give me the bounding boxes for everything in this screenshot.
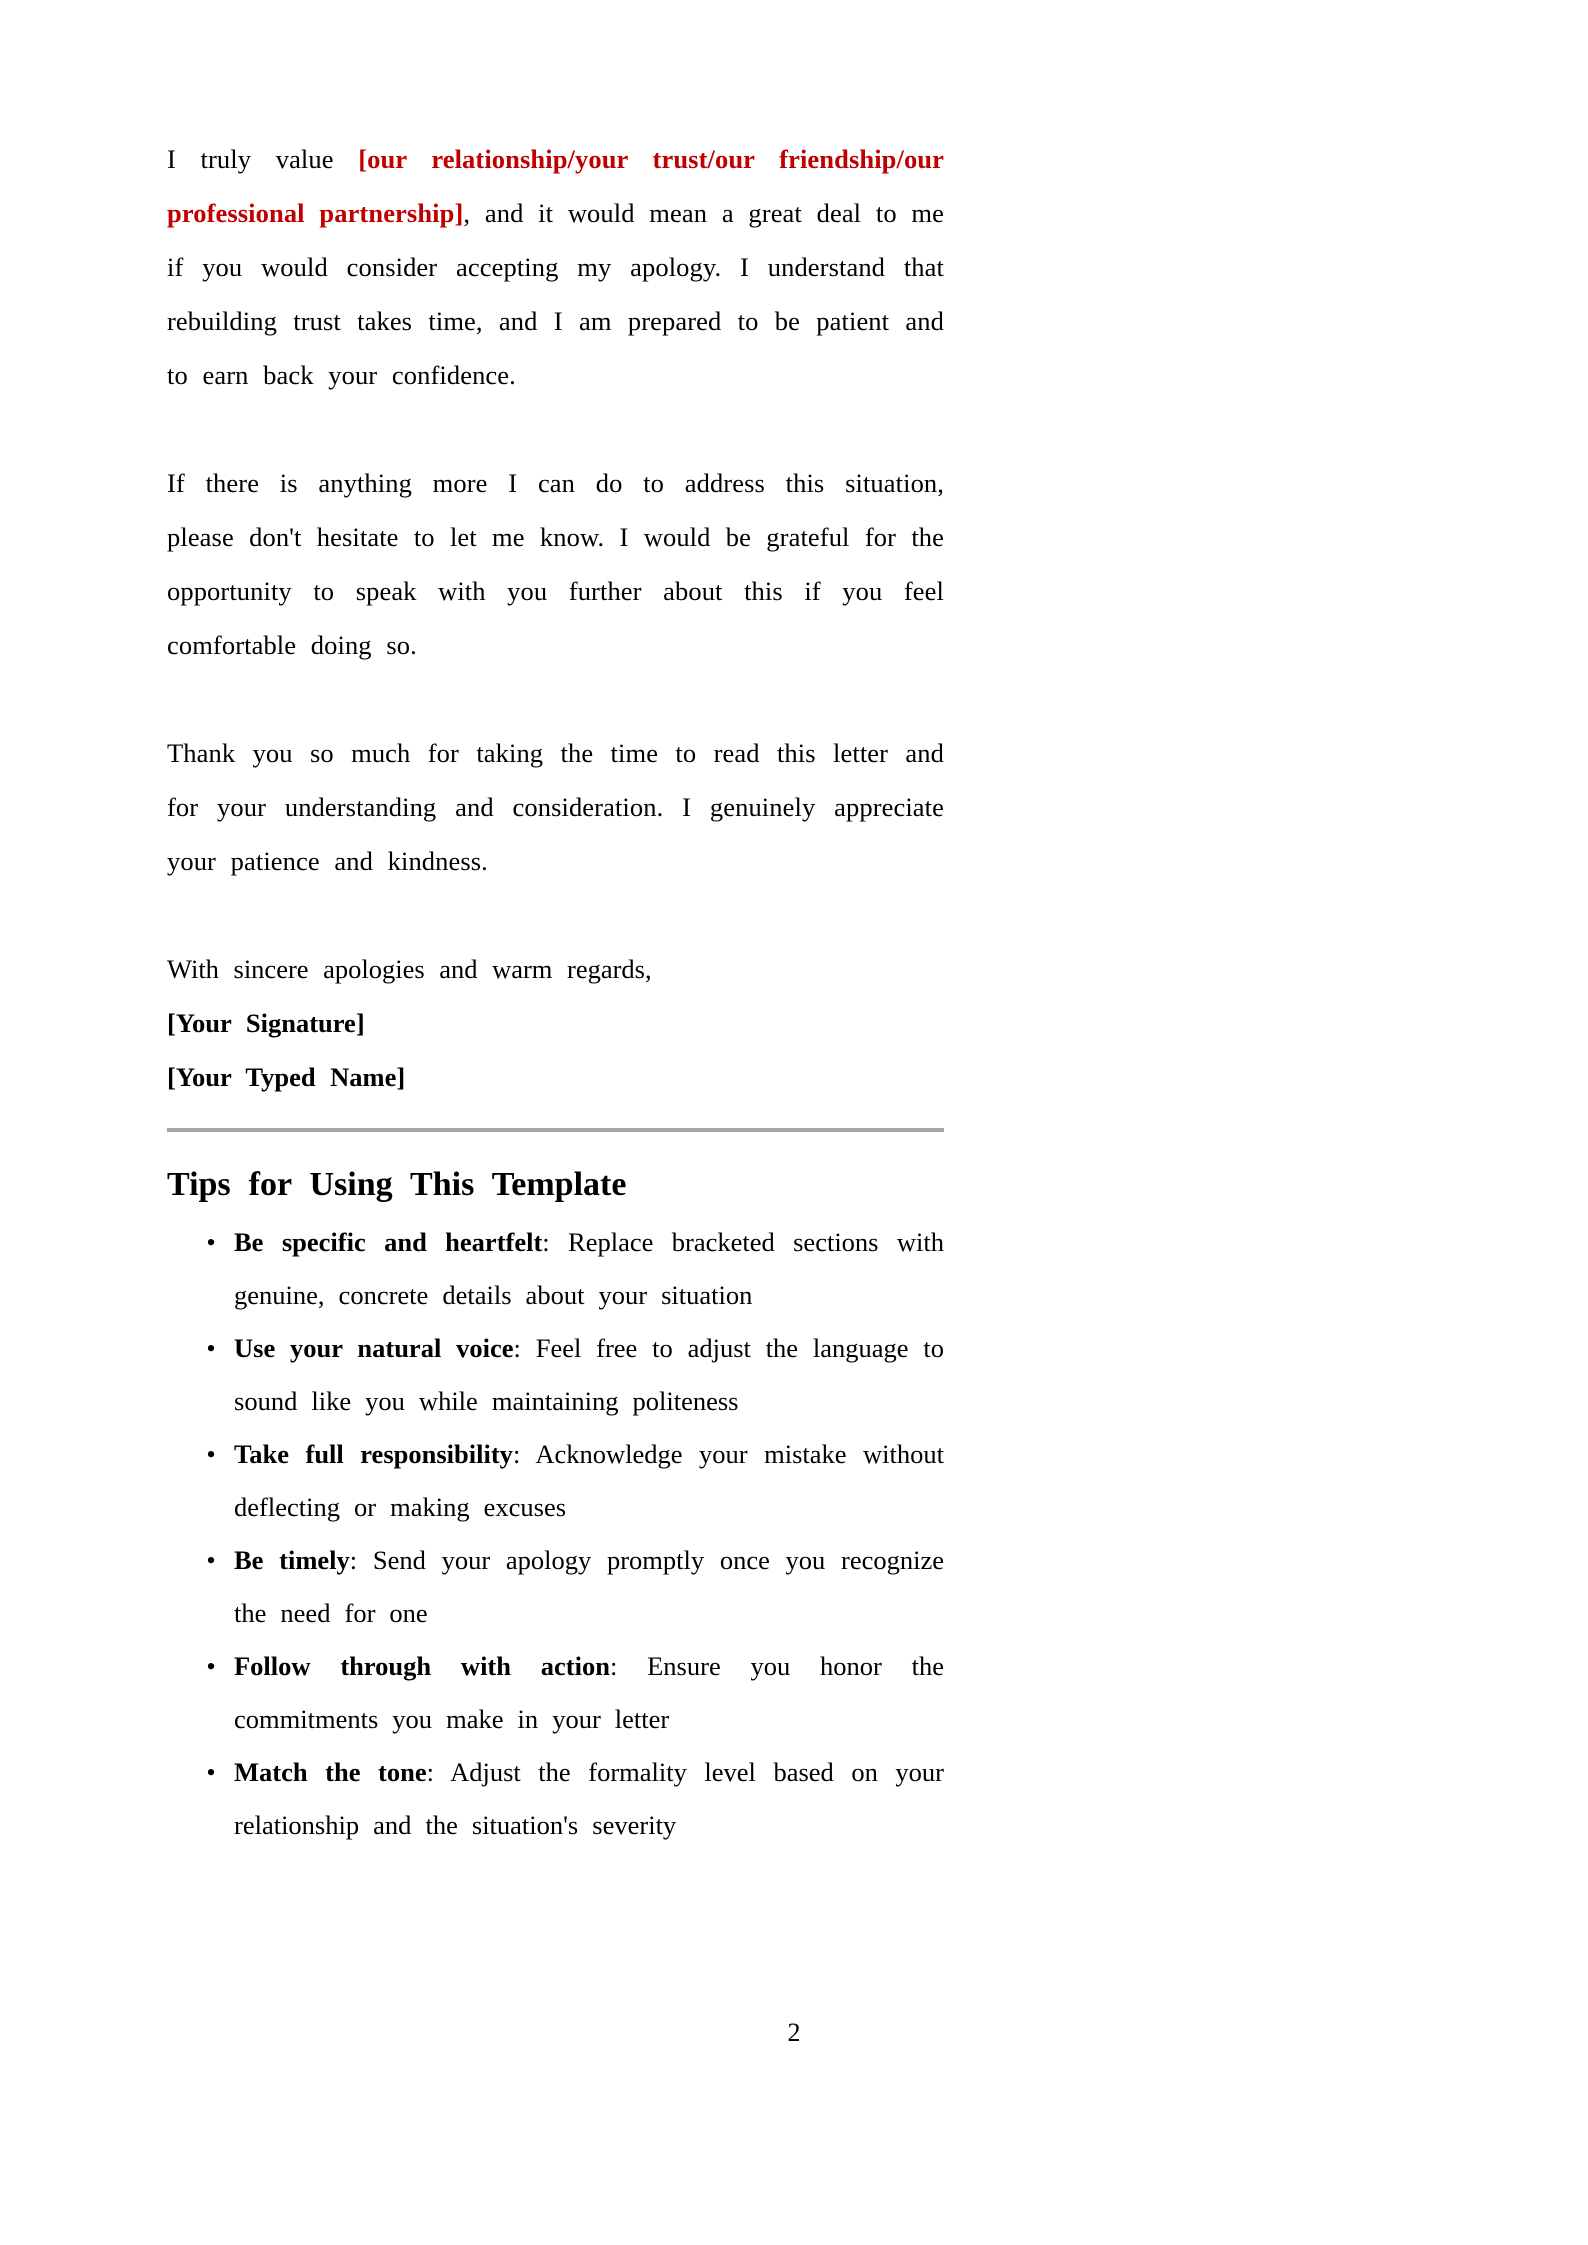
bullet-icon: • [206,1439,216,1469]
run-text: I truly value [167,144,359,174]
list-item-lead: Take full responsibility [234,1439,513,1469]
list-item-lead: Match the tone [234,1757,427,1787]
run-text: If there is anything more I can do to address this situation, please don't hesitate to let me know. I would be grateful for the opportunity to speak with you further about this if you feel comfortable doing so. [167,468,944,660]
bullet-icon: • [206,1333,216,1363]
section-divider [167,1128,944,1132]
bullet-icon: • [206,1227,216,1257]
typed-name-placeholder: [Your Typed Name] [167,1062,406,1092]
bullet-icon: • [206,1757,216,1787]
run-text: , and it would mean a great deal to me if you would consider accepting my apology. I understand that rebuilding trust takes time, and I am prepared to be patient and to earn back your confidence. [167,198,944,390]
list-item [167,1428,944,1534]
bullet-icon: • [206,1545,216,1575]
list-item-text: Ensure you honor the commitments you make in your letter [234,1651,944,1734]
list-item-lead: Be specific and heartfelt [234,1227,543,1257]
list-item-separator: : [349,1545,373,1575]
signature-placeholder: [Your Signature] [167,1008,365,1038]
list-item-lead: Be timely [234,1545,350,1575]
closing-salutation: With sincere apologies and warm regards, [167,954,652,984]
list-item [167,1640,944,1746]
list-item-separator: : [513,1333,536,1363]
list-item-separator: : [512,1439,536,1469]
list-item-text: Acknowledge your mistake without deflecting or making excuses [234,1439,944,1522]
tips-list [167,1216,944,1852]
tips-heading: Tips for Using This Template [167,1166,627,1203]
run-text: Thank you so much for taking the time to read this letter and for your understanding and consideration. I genuinely appreciate your patience and kindness. [167,738,944,876]
list-item-text: Replace bracketed sections with genuine, concrete details about your situation [234,1227,944,1310]
bullet-icon: • [206,1651,216,1681]
page-number: 2 [787,2018,801,2047]
list-item [167,1322,944,1428]
list-item-text: Send your apology promptly once you recognize the need for one [234,1545,944,1628]
list-item [167,1216,944,1322]
list-item-lead: Use your natural voice [234,1333,514,1363]
list-item [167,1746,944,1852]
paragraph-i-truly-value [167,132,944,402]
placeholder-relationship: [our relationship/your trust/our friendship/our professional partnership] [167,144,945,228]
list-item-text: Adjust the formality level based on your relationship and the situation's severity [234,1757,945,1840]
list-item-separator: : [542,1227,569,1257]
list-item [167,1534,944,1640]
list-item-separator: : [609,1651,648,1681]
list-item-separator: : [426,1757,451,1787]
paragraph-anything-more [167,456,944,672]
list-item-lead: Follow through with action [234,1651,610,1681]
paragraph-thank-you [167,726,944,888]
document-body [167,132,944,1852]
list-item-text: Feel free to adjust the language to sound like you while maintaining politeness [234,1333,944,1416]
